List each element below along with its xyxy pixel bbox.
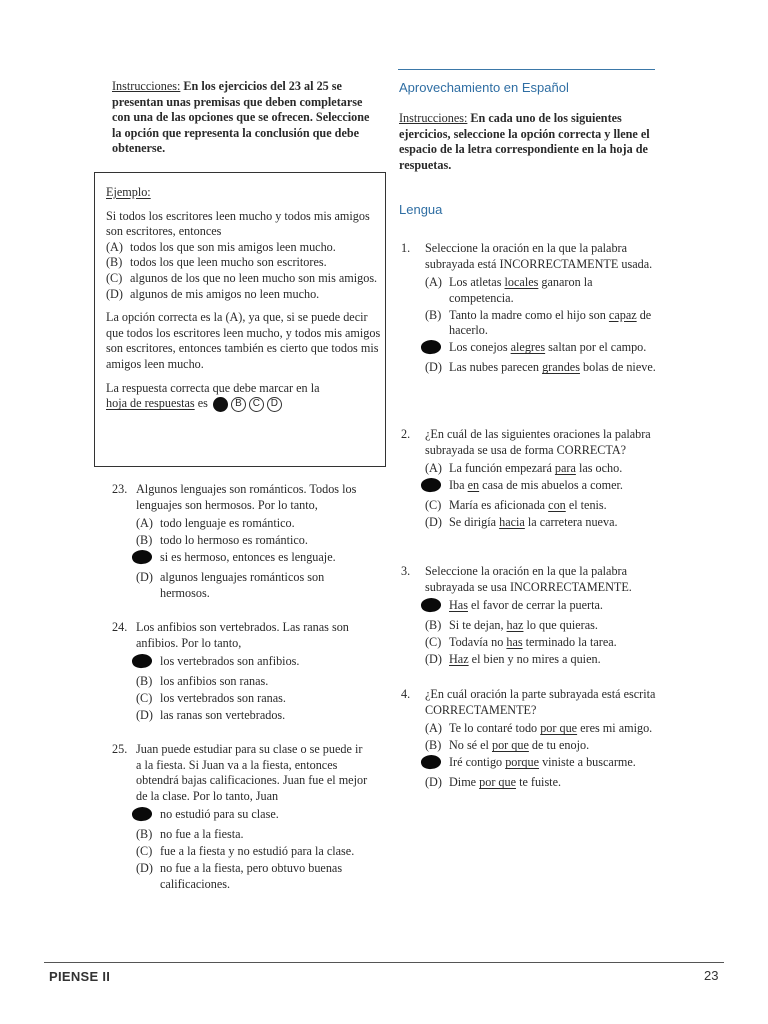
option-text-post: bolas de nieve. [579,360,656,375]
question-options [425,598,659,668]
option-text-post: el tenis. [565,498,607,513]
option-text: todos los que son mis amigos leen mucho. [130,239,336,254]
answer-bubble-d: D [267,397,282,412]
option-text: algunos de mis amigos no leen mucho. [130,286,320,301]
option-text [449,498,659,514]
option-key: (A) [425,275,442,290]
question-25 [112,742,370,894]
question-stem [112,482,370,513]
option-text: los vertebrados son anfibios. [160,654,300,669]
question-option [136,674,370,690]
option-text-post: de hacerlo. [449,307,652,338]
underlined-word: por que [540,721,578,736]
question-option [425,360,659,376]
page-number: 23 [704,968,719,983]
left-instructions [112,79,370,157]
question-option [425,515,659,531]
question-option [425,478,659,497]
question-number: 23. [112,482,128,496]
option-key: (D) [425,652,442,667]
underlined-word: haz [506,618,524,633]
option-text [449,308,659,339]
option-text-post: terminado la tarea. [522,635,617,650]
option-text: algunos lenguajes románticos son hermosos. [160,570,325,600]
option-text: no fue a la fiesta. [160,827,244,842]
option-text-post: casa de mis abuelos a comer. [479,478,623,493]
option-text: los vertebrados son ranas. [160,691,286,706]
example-answer-intro: La respuesta correcta que debe marcar en la [106,380,320,395]
answer-bubble-c: C [249,397,264,412]
question-number: 24. [112,620,128,634]
option-text-post: viniste a buscarme. [539,755,636,770]
underlined-word: alegres [510,340,546,355]
question-23 [112,482,370,603]
underlined-word: por que [479,775,517,790]
question-option [136,708,370,724]
section-title: Aprovechamiento en Español [399,80,569,95]
option-key: (A) [425,721,442,736]
option-text-pre: María es aficionada [449,498,549,513]
instructions-label: Instrucciones: [112,79,181,93]
option-text: algunos de los que no leen mucho son mis amigos. [130,270,378,285]
option-text [449,515,659,531]
option-text: todo lo hermoso es romántico. [160,533,308,548]
option-key: (C) [106,270,123,285]
option-key [136,550,160,569]
option-text-post: de tu enojo. [528,738,590,753]
option-text-post: eres mi amigo. [577,721,653,736]
question-option [425,775,659,791]
question-option [425,308,659,339]
option-text-pre: Si te dejan, [449,618,507,633]
option-text [449,755,659,774]
question-option [425,635,659,651]
option-text-pre: Se dirigía [449,515,500,530]
question-number: 25. [112,742,128,756]
option-text-pre: Tanto la madre como el hijo son [449,307,609,322]
answer-bubbles [213,397,282,412]
option-key: (D) [136,570,153,585]
question-option [136,807,370,826]
question-options [136,516,370,601]
question-option [425,598,659,617]
question-option [425,755,659,774]
option-key: (D) [106,286,123,301]
question-number: 4. [401,687,411,701]
filled-mark-icon [131,549,153,566]
footer-rule [44,962,724,963]
filled-mark-icon [420,754,442,771]
instructions-text: En los ejercicios del 23 al 25 se presentan unas premisas que deben completarse con una de las opciones que se ofrecen. Seleccione la opción que representa la conclusión que debe obtenerse. [112,79,370,156]
option-text [449,738,659,754]
question-stem [112,620,370,651]
option-key: (B) [136,533,153,548]
option-key [425,598,449,617]
question-stem [401,564,659,595]
filled-mark-icon [131,806,153,823]
example-title: Ejemplo: [106,185,151,199]
answer-bubble-a [213,397,228,412]
question-options [425,721,659,791]
question-options [136,807,370,892]
option-text-post: el favor de cerrar la puerta. [467,598,603,613]
filled-mark-icon [131,653,153,670]
option-key: (D) [425,360,442,375]
question-option [136,844,370,860]
option-text-pre: Iba [449,478,468,493]
example-option [106,271,381,287]
question-3 [401,564,659,669]
option-text-post: saltan por el campo. [545,340,647,355]
question-option [425,618,659,634]
question-option [425,498,659,514]
option-text: no estudió para su clase. [160,807,279,822]
underlined-word: capaz [608,307,637,322]
question-option [136,861,370,892]
question-options [425,275,659,376]
option-key: (B) [106,255,123,270]
option-text: los anfibios son ranas. [160,674,269,689]
option-key: (D) [425,515,442,530]
option-key: (B) [425,307,442,322]
subsection-title: Lengua [399,202,443,217]
option-text-post: la carretera nueva. [524,515,618,530]
question-text: ¿En cuál oración la parte subrayada está escrita CORRECTAMENTE? [425,687,656,717]
filled-mark-icon [420,597,442,614]
question-option [425,275,659,306]
option-key: (C) [425,635,442,650]
option-text [449,598,659,617]
option-text [449,275,659,306]
question-options [136,654,370,724]
underlined-word: porque [505,755,540,770]
option-key: (B) [136,674,153,689]
question-option [136,691,370,707]
option-text [449,478,659,497]
question-24 [112,620,370,725]
question-option [425,461,659,477]
option-key [425,478,449,497]
option-text-pre: No sé el [449,738,492,753]
filled-mark-icon [420,477,442,494]
question-option [425,652,659,668]
option-text [449,461,659,477]
question-option [425,340,659,359]
option-key [136,807,160,826]
option-text-pre: Todavía no [449,635,507,650]
section-rule [398,69,655,70]
question-number: 1. [401,241,411,255]
option-key: (C) [425,498,442,513]
question-text: Los anfibios son vertebrados. Las ranas son anfibios. Por lo tanto, [136,620,349,650]
question-options [425,461,659,531]
question-text: Seleccione la oración en la que la palabra subrayada se usa INCORRECTAMENTE. [425,564,632,594]
option-text [449,635,659,651]
example-box [94,172,386,467]
option-key: (D) [136,708,153,723]
underlined-word: por que [491,738,529,753]
option-text: las ranas son vertebrados. [160,708,286,723]
answer-sheet-label: hoja de respuestas [106,396,195,411]
option-text-pre: Las nubes parecen [449,360,543,375]
option-key: (C) [136,691,153,706]
underlined-word: grandes [542,360,580,375]
instructions-text: En cada uno de los siguientes ejercicios, seleccione la opción correcta y llene el espacio de la letra correspondiente en la hoja de respuetas. [399,111,650,172]
question-number: 2. [401,427,411,441]
footer-title: PIENSE II [49,969,111,984]
option-text: todos los que leen mucho son escritores. [130,255,327,270]
option-text [449,652,659,668]
example-option [106,255,381,271]
option-key [425,340,449,359]
option-key: (D) [425,775,442,790]
underlined-word: has [506,635,523,650]
example-explanation: La opción correcta es la (A), ya que, si se puede decir que todos los escritores leen mucho, y todos mis amigos son escritores, entonces también es cierto que todos mis amigos leen mucho. [106,310,381,371]
option-text [449,721,659,737]
filled-mark-icon [420,339,442,356]
underlined-word: Has [449,598,468,613]
option-text-pre: Los conejos [449,340,511,355]
question-stem [401,687,659,718]
option-key [136,654,160,673]
question-stem [112,742,370,804]
option-text: si es hermoso, entonces es lenguaje. [160,550,336,565]
example-option [106,287,381,303]
question-stem [401,427,659,458]
option-text-post: lo que quieras. [523,618,598,633]
underlined-word: para [554,461,576,476]
option-key: (A) [106,239,123,254]
option-text-post: el bien y no mires a quien. [468,652,601,667]
question-stem [401,241,659,272]
option-key: (B) [425,618,442,633]
underlined-word: Haz [449,652,469,667]
option-key: (B) [136,827,153,842]
question-text: Algunos lenguajes son románticos. Todos los lenguajes son hermosos. Por lo tanto, [136,482,357,512]
option-key: (C) [136,844,153,859]
option-text-pre: Los atletas [449,275,505,290]
underlined-word: hacia [499,515,525,530]
question-text: Seleccione la oración en la que la palabra subrayada está INCORRECTAMENTE usada. [425,241,653,271]
option-text: todo lenguaje es romántico. [160,516,295,531]
question-text: ¿En cuál de las siguientes oraciones la palabra subrayada se usa de forma CORRECTA? [425,427,651,457]
option-text-post: te fuiste. [516,775,562,790]
question-option [136,533,370,549]
example-premise: Si todos los escritores leen mucho y todos mis amigos son escritores, entonces [106,208,370,239]
question-text: Juan puede estudiar para su clase o se puede ir a la fiesta. Si Juan va a la fiesta, entonces obtendrá bajas calificaciones. Juan fue el mejor de la clase. Por lo tanto, Juan [136,742,368,803]
question-1 [401,241,659,377]
instructions-label: Instrucciones: [399,111,468,125]
option-text [449,618,659,634]
question-option [136,570,370,601]
question-option [425,721,659,737]
option-text-pre: Te lo contaré todo [449,721,541,736]
option-text [449,340,659,359]
option-key: (A) [425,461,442,476]
option-text-pre: La función empezará [449,461,555,476]
question-2 [401,427,659,532]
example-answer-line [106,396,381,412]
option-text-pre: Dime [449,775,480,790]
answer-bubble-b: B [231,397,246,412]
answer-es: es [197,396,208,411]
underlined-word: con [548,498,566,513]
question-option [425,738,659,754]
option-text-pre: Iré contigo [449,755,506,770]
option-key: (A) [136,516,153,531]
option-key [425,755,449,774]
question-number: 3. [401,564,411,578]
underlined-word: en [467,478,480,493]
example-option [106,240,381,256]
question-option [136,654,370,673]
option-text-post: las ocho. [575,461,623,476]
question-option [136,550,370,569]
question-4 [401,687,659,792]
option-text-post: ganaron la competencia. [449,275,593,305]
option-key: (B) [425,738,442,753]
option-text [449,775,659,791]
question-option [136,516,370,532]
option-key: (D) [136,861,153,876]
option-text: fue a la fiesta y no estudió para la clase. [160,844,355,859]
right-instructions [399,111,657,173]
option-text: no fue a la fiesta, pero obtuvo buenas calificaciones. [160,861,343,891]
option-text [449,360,659,376]
example-options [106,240,381,302]
question-option [136,827,370,843]
underlined-word: locales [504,275,539,290]
